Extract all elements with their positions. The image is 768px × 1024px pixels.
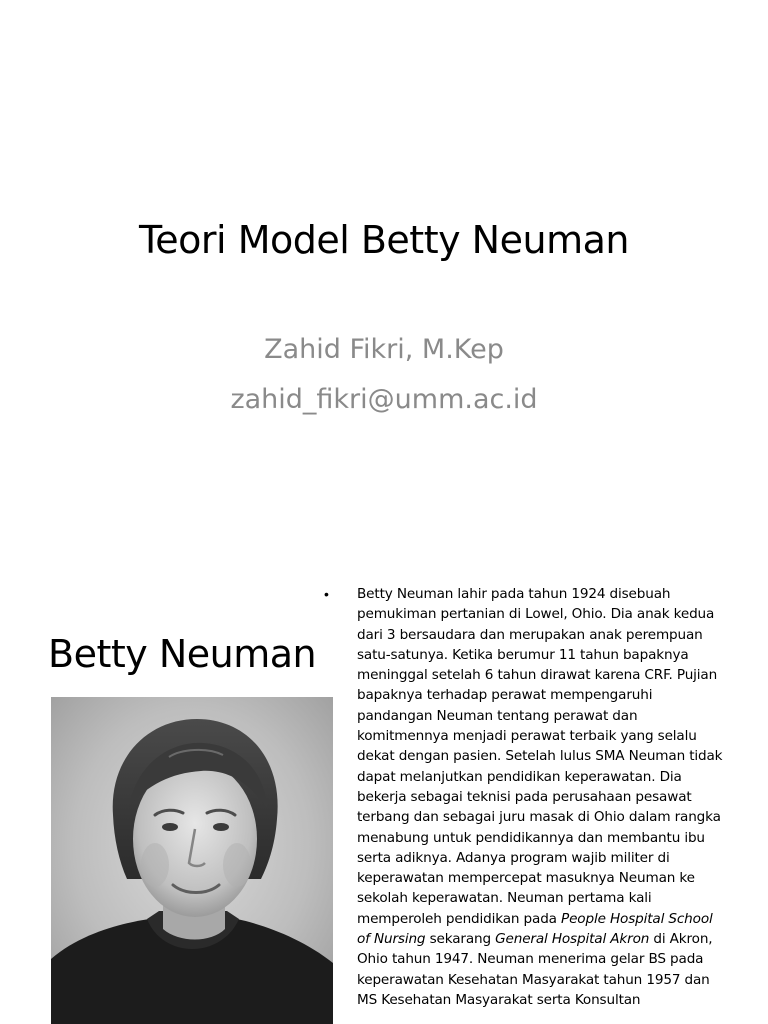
- author-name: Zahid Fikri, M.Kep: [264, 334, 504, 365]
- bio-italic-hospital: General Hospital Akron: [495, 931, 650, 948]
- bio-text-3: di Akron, Ohio tahun 1947. Neuman menerima gelar BS pada keperawatan Kesehatan Masyarakat tahun 1957 dan MS Kesehatan Masyarakat serta Konsultan: [357, 931, 713, 1008]
- biography-slide: [0, 576, 768, 1024]
- bullet-marker: •: [324, 586, 329, 602]
- bio-text-1: Betty Neuman lahir pada tahun 1924 disebuah pemukiman pertanian di Lowel, Ohio. Dia anak kedua dari 3 bersaudara dan merupakan anak perempuan satu-satunya. Ketika berumur 11 tahun bapaknya meninggal setelah 6 tahun dirawat karena CRF. Pujian bapaknya terhadap perawat mempengaruhi pandangan Neuman tentang perawat dan komitmennya menjadi perawat terbaik yang selalu dekat dengan pasien. Setelah lulus SMA Neuman tidak dapat melanjutkan pendidikan keperawatan. Dia bekerja sebagai teknisi pada perusahaan pesawat terbang dan sebagai juru masak di Ohio dalam rangka menabung untuk pendidikannya dan membantu ibu serta adiknya. Adanya program wajib militer di keperawatan mempercepat masuknya Neuman ke sekolah keperawatan. Neuman pertama kali memperoleh pendidikan pada: [357, 586, 723, 927]
- bio-italic-school: People Hospital School of Nursing: [357, 910, 713, 948]
- slide-heading: Betty Neuman: [48, 632, 317, 676]
- bio-text-2: sekarang: [425, 931, 496, 948]
- portrait-photo: [51, 697, 333, 1024]
- author-email: zahid_fikri@umm.ac.id: [230, 384, 538, 415]
- bio-paragraph: [357, 584, 729, 1010]
- presentation-title: Teori Model Betty Neuman: [139, 218, 629, 262]
